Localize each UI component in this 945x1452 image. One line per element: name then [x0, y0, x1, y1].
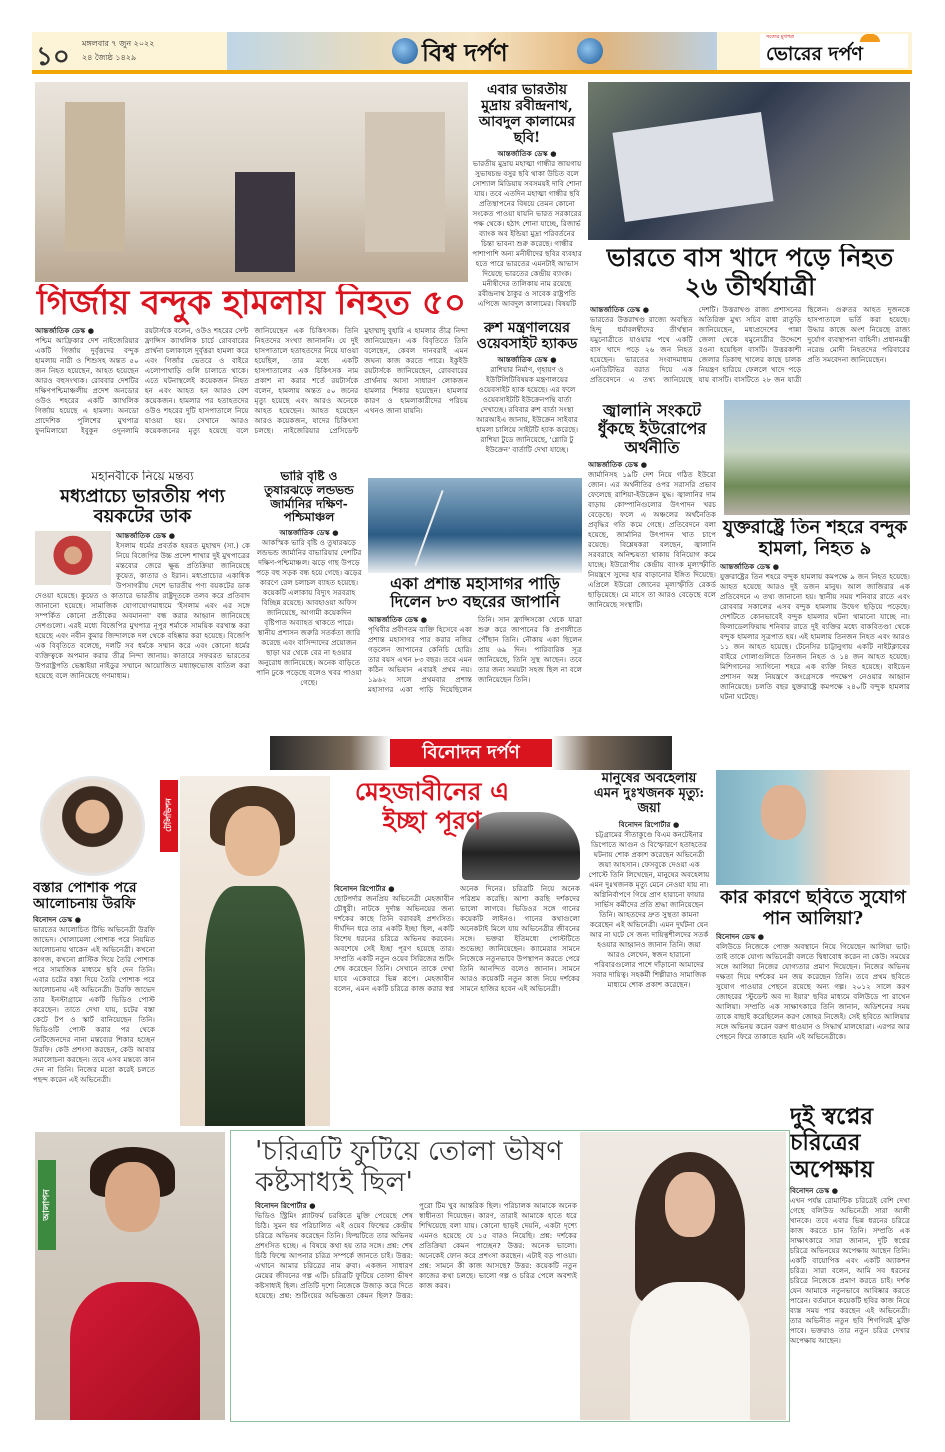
date-line-1: মঙ্গলবার ৭ জুন ২০২২	[82, 39, 155, 48]
boycott-body: আন্তর্জাতিক ডেস্ক ● ইসলাম ধর্মের প্রবর্তক হযরত মুহাম্মদ (সা.) কে নিয়ে বিজেপির উচ্চ প্রদেশ শাখার দুই মুখপাত্রের মন্তব্যের জেরে ক্ষুব্ধ প্রতিক্রিয়া জানিয়েছে কুয়েত, কাতার ও ইরান। মধ্যপ্রাচ্যের একাধিক উপসাগরীয় দেশে ভারতীয় পণ্য বয়কটের ডাক দেওয়া হয়েছে। কুয়েত ও কাতারে ভারতীয় রাষ্ট্রদূতকে তলব করে প্রতিবাদ জানানো হয়েছে। সামাজিক যোগাযোগমাধ্যমে 'ইসলাম এবং এর সঙ্গে সম্পর্কিত কোনো প্রতীকের অবমাননা' বন্ধ করার আহ্বান জানিয়েছে দেশগুলো। এরই মধ্যে বিজেপির মুখপাত্র নূপুর শর্মাকে সাময়িক বরখাস্ত করা হয়েছে এবং নবীন কুমার জিন্দালকে দল থেকে বহিষ্কার করা হয়েছে। বিজেপি এক বিবৃতিতে বলেছে, দলটি সব ধর্মকে সম্মান করে এবং কোনো ধর্মের ব্যক্তিত্বকে অপমান করার তীব্র নিন্দা জানায়। কাতারে সফররত ভারতের উপরাষ্ট্রপতি ভেঙ্কাইয়া নাইডুর সম্মানে আয়োজিত মধ্যাহ্নভোজ বাতিল করা হয়েছে বলে জানিয়েছে গণমাধ্যম।	[35, 531, 250, 681]
church-body: আন্তর্জাতিক ডেস্ক ● পশ্চিম আফ্রিকার দেশ নাইজেরিয়ার একটি গির্জায় দুর্বৃত্তদের বন্দুক হামলায় নারী ও শিশুসহ অন্তত ৫০ জন নিহত হয়েছেন, আহত হয়েছেন আরও বহুসংখ্যক। রোববার দেশটির দক্ষিণপশ্চিমাঞ্চলীয় প্রদেশ অনডোর ওউও শহরের একটি ক্যাথলিক গির্জায় হয়েছে এ হামলা। অনডো প্রাদেশিক পুলিশের মুখপাত্র ফুনমিলায়ো ইবুকুন ওদুনলামি রয়টার্সকে বলেন, ওউও শহরের সেন্ট ফ্রান্সিস ক্যাথলিক চার্চে রোববারের প্রার্থনা চলাকালে দুর্বৃত্তরা হামলা করে এবং গির্জার ভেতরে ও বাইরে এলোপাথাড়ি গুলি চালাতে থাকে। এতে ঘটনাস্থলেই কয়েকজন নিহত হন এবং আহত হন আরও বেশ কয়েকজন। হামলার পর হতাহতদের ওউও শহরের দুটি হাসপাতালে নিয়ে যাওয়া হয়। সেখানে আরও কয়েকজনের মৃত্যু হয়েছে বলে জানিয়েছেন এক চিকিৎসক। তিনি নিহতদের সংখ্যা জানাননি। যে দুই হাসপাতালে হতাহতদের নিয়ে যাওয়া হয়েছিল, তার মধ্যে একটি হাসপাতালের এক চিকিৎসক নাম প্রকাশ না করার শর্তে রয়টার্সকে বলেন, হামলায় অন্তত ৫০ জনের মৃত্যু হয়েছে এবং আরও অনেকে আহত হয়েছেন। আহত হয়েছেন আরও কয়েকজন, যাদের চিকিৎসা চলছে। নাইজেরিয়ার প্রেসিডেন্ট মুহাম্মাদু বুহারি এ হামলার তীব্র নিন্দা জানিয়েছেন। এক বিবৃতিতে তিনি বলেছেন, কেবল দানবরাই এমন জঘন্য কাজ করতে পারে। ইকুইউ রয়টার্সকে জানিয়েছেন, রোববারের প্রার্থনায় আসা সাধারণ লোকজন হামলার শিকার হয়েছেন। হামলার কারণ ও হামলাকারীদের পরিচয় এখনও জানা যায়নি।	[35, 326, 468, 436]
boycott-kicker: মহানবীকে নিয়ে মন্তব্য	[91, 470, 194, 483]
church-headline: গির্জায় বন্দুক হামলায় নিহত ৫০	[36, 284, 467, 323]
entertainment-banner	[270, 736, 672, 770]
bus-body: আন্তর্জাতিক ডেস্ক ● ভারতের উত্তরাখণ্ড রাজ্যে অবস্থিত হিন্দু ধর্মাবলম্বীদের তীর্থস্থান যমুনোত্রীতে যাওয়ার পথে একটি বাস খাদে পড়ে ২৬ জন নিহত হয়েছেন। ভারতের সংবাদমাধ্যম এনডিটিভির বরাত দিয়ে এক প্রতিবেদনে এ তথ্য জানিয়েছে দেশটি। উত্তরাখণ্ড রাজ্য প্রশাসনের অতিরিক্ত মুখ্য সচিব রাধা রাতুড়ি জানিয়েছেন, মধ্যপ্রদেশের পান্না জেলা থেকে যমুনোত্রীর উদ্দেশে রওনা হয়েছিল বাসটি। উত্তরকাশী জেলার ডিকাহু খালের কাছে চালক নিয়ন্ত্রণ হারিয়ে ফেললে খাদে পড়ে যায় বাসটি। বাসটিতে ২৮ জন যাত্রী ছিলেন। গুরুতর আহত দুজনকে হাসপাতালে ভর্তি করা হয়েছে। উদ্ধার কাজে অংশ নিয়েছে রাজ্য দুর্যোগ ব্যবস্থাপনা বাহিনী। প্রধানমন্ত্রী নরেন্দ্র মোদী নিহতদের পরিবারের প্রতি সমবেদনা জানিয়েছেন।	[590, 304, 910, 384]
interview-headline: 'চরিত্রটি ফুটিয়ে তোলা ভীষণ কষ্টসাধ্যই ছিল'	[255, 1136, 563, 1199]
energy-body: আন্তর্জাতিক ডেস্ক ● জার্মানিসহ ১৯টি দেশ নিয়ে গঠিত ইউরো জোন। এর অর্থনীতির ওপর সরাসরি প্রভাব ফেলেছে রাশিয়া-ইউক্রেন যুদ্ধ। জ্বালানির দাম বাড়ায় কোম্পানিগুলোর উৎপাদন খরচ বেড়েছে। ফলে এ অঞ্চলের অর্থনৈতিক প্রবৃদ্ধির গতি কমে গেছে। প্রতিবেদনে বলা হয়েছে, জার্মানির উৎপাদন খাত চাপে রয়েছে। বিশ্লেষকরা বলছেন, জ্বালানি সরবরাহে অনিশ্চয়তা থাকায় বিনিয়োগ কমে যাচ্ছে। ইউরোপীয় কেন্দ্রীয় ব্যাংক মূল্যস্ফীতি নিয়ন্ত্রণে সুদের হার বাড়ানোর ইঙ্গিত দিয়েছে। এপ্রিলে ইউরো জোনের মূল্যস্ফীতি রেকর্ড ছাড়িয়েছে। মে মাসে তা আরও বেড়েছে বলে জানিয়েছে সংস্থাটি।	[588, 460, 716, 610]
actress-red-saree-photo	[35, 1132, 225, 1420]
urfi-article	[33, 880, 155, 1128]
dreams-headline: দুই স্বপ্নের চরিত্রের অপেক্ষায়	[790, 1104, 874, 1183]
mehjabin-body: বিনোদন রিপোর্টার ● ছোটপর্দার জনপ্রিয় অভিনেত্রী মেহজাবীন চৌধুরী। নাটকে দুর্দান্ত অভিনয়ের জন্য দর্শকের কাছে তিনি বরাবরই প্রশংসিত। দীর্ঘদিন ধরে তার একটি ইচ্ছা ছিল, একটি বিশেষ ধরনের চরিত্রে অভিনয় করবেন। অবশেষে সেই ইচ্ছা পূরণ হয়েছে তার। সম্প্রতি একটি নতুন ওয়েব সিরিজের শুটিং শেষ করেছেন তিনি। সেখানে তাকে দেখা যাবে একেবারে ভিন্ন রূপে। মেহজাবীন বলেন, এমন একটি চরিত্রে কাজ করার স্বপ্ন অনেক দিনের। চরিত্রটি নিয়ে অনেক পরিশ্রম করেছি। আশা করছি দর্শকদের ভালো লাগবে। ভিডিওর সঙ্গে গানের কয়েকটি লাইনও। গানের কথাগুলো অনেকটাই মিলে যায় অভিনেত্রীর জীবনের সঙ্গে। ভক্তরা ইতিমধ্যে পোস্টটিতে শুভেচ্ছা জানিয়েছেন। ক্যামেরার সামনে নিজেকে নতুনভাবে উপস্থাপন করতে পেরে তিনি আনন্দিত বলেও জানান। সামনে আরও কয়েকটি নতুন কাজ নিয়ে দর্শকের সামনে হাজির হবেন এই অভিনেত্রী।	[334, 884, 580, 993]
sun-icon	[860, 34, 880, 42]
section-title: বিশ্ব দর্পণ	[422, 39, 508, 67]
interview-section-tab: আলাপন	[38, 1160, 56, 1250]
bus-headline: ভারতে বাস খাদে পড়ে নিহত ২৬ তীর্থযাত্রী	[606, 244, 894, 301]
interview-article	[255, 1136, 577, 1418]
joya-article	[588, 772, 710, 1098]
currency-article	[472, 82, 582, 318]
joya-body: বিনোদন রিপোর্টার ● চট্টগ্রামের সীতাকুণ্ডে বিএম কনটেইনার ডিপোতে আগুন ও বিস্ফোরণে হতাহতের ঘটনায় শোক প্রকাশ করেছেন অভিনেত্রী জয়া আহসান। ফেসবুকে দেওয়া এক পোস্টে তিনি লিখেছেন, মানুষের অবহেলায় এমন দুঃখজনক মৃত্যু মেনে নেওয়া যায় না। অগ্নিনির্বাপণে গিয়ে প্রাণ হারানো ফায়ার সার্ভিস কর্মীদের প্রতি শ্রদ্ধা জানিয়েছেন তিনি। আহতদের দ্রুত সুস্থতা কামনা করেছেন এই অভিনেত্রী। এমন দুর্ঘটনা যেন আর না ঘটে সে জন্য দায়িত্বশীলদের সতর্ক হওয়ার আহ্বানও জানান তিনি। জয়া আরও লেখেন, স্বজন হারানো পরিবারগুলোর পাশে দাঁড়ানো আমাদের সবার দায়িত্ব। সহকর্মী শিল্পীরাও সামাজিক মাধ্যমে শোক প্রকাশ করেছেন।	[588, 819, 710, 989]
germany-body: আন্তর্জাতিক ডেস্ক ● আকস্মিক ভারি বৃষ্টি ও তুষারঝড়ে লন্ডভন্ড জার্মানির বাভারিয়ার দেশটির দক্ষিণ-পশ্চিমাঞ্চল। ঝড়ে গাছ উপড়ে পড়ে বহু সড়ক বন্ধ হয়ে গেছে। ঝড়ের কারণে রেল চলাচল ব্যাহত হয়েছে। কয়েকটি এলাকায় বিদ্যুৎ সরবরাহ বিচ্ছিন্ন রয়েছে। আবহাওয়া অফিস জানিয়েছে, আগামী কয়েকদিন বৃষ্টিপাত অব্যাহত থাকতে পারে। স্থানীয় প্রশাসন জরুরি সতর্কতা জারি করেছে এবং বাসিন্দাদের প্রয়োজন ছাড়া ঘর থেকে বের না হওয়ার অনুরোধ জানিয়েছে। অনেক বাড়িতে পানি ঢুকে পড়েছে বলেও খবর পাওয়া গেছে।	[256, 528, 362, 688]
globe-icon	[392, 38, 418, 64]
spokesperson-photo	[35, 531, 111, 585]
alia-body: বিনোদন ডেস্ক ● বলিউডে নিজেকে পোক্ত অবস্থানে নিয়ে গিয়েছেন আলিয়া ভাট। তাই তাকে যোগ্য অভিনেত্রী বলতে দ্বিধাবোধ করেন না কেউ। সময়ের সঙ্গে আলিয়া নিজের যোগ্যতার প্রমাণ দিয়েছেন। নিজের অভিনয় দক্ষতা দিয়ে দর্শকের মন জয় করেছেন তিনি। তবে প্রথম ছবিতে সুযোগ পাওয়ার পেছনে রয়েছে অন্য গল্প। ২০১২ সালে করণ জোহরের 'স্টুডেন্ট অব দ্য ইয়ার' ছবির মাধ্যমে বলিউডে পা রাখেন আলিয়া। সম্প্রতি এক সাক্ষাৎকারে তিনি জানান, অডিশনের সময় তাকে বাছাই করেছিলেন করণ জোহর নিজেই। সেই ছবিতে আলিয়ার সঙ্গে অভিনয় করেন বরুণ ধাওয়ান ও সিদ্ধার্থ মালহোত্রা। এরপর আর পেছনে ফিরে তাকাতে হয়নি এই অভিনেত্রীকে।	[716, 932, 910, 1042]
usa-body: আন্তর্জাতিক ডেস্ক ● যুক্তরাষ্ট্রের তিন শহরে বন্দুক হামলায় কমপক্ষে ৯ জন নিহত হয়েছে। আহত হয়েছে আরও দুই ডজন মানুষ। আল জাজিরার এক প্রতিবেদনে এ তথ্য জানানো হয়। স্থানীয় সময় শনিবার রাতে এবং রোববার সকালের এসব বন্দুক হামলায় উদ্বেগ ছড়িয়ে পড়েছে। দেশটিতে কোনভাবেই বন্দুক হামলার ঘটনা থামানো যাচ্ছে না। ফিলাডেলফিয়ায় শনিবার রাতে দুই ব্যক্তির মধ্যে বাকবিতণ্ডা থেকে বন্দুক হামলার সূত্রপাত হয়। এই হামলায় তিনজন নিহত এবং আরও ১১ জন আহত হয়েছে। টেনেসির চাট্টানুগায় একটি নাইটক্লাবের বাইরে গোলাগুলিতে তিনজন নিহত ও ১৪ জন আহত হয়েছে। মিশিগানের স্যাগিনো শহরে এক ব্যক্তি নিহত হয়েছে। বাইডেন প্রশাসন অস্ত্র নিয়ন্ত্রণে কংগ্রেসকে পদক্ষেপ নেওয়ার আহ্বান জানিয়েছে। চলতি বছর যুক্তরাষ্ট্রে কমপক্ষে ২৪০টি বন্দুক হামলার ঘটনা ঘটেছে।	[720, 562, 910, 702]
urfi-photo	[40, 776, 145, 876]
mehjabin-photo	[180, 776, 330, 1126]
boycott-article	[35, 470, 250, 722]
entertainment-banner-title: বিনোদন দর্পণ	[390, 739, 552, 767]
dreams-article	[790, 1104, 910, 1420]
newspaper-logo: সত্যের মুখপত্র ভোরের দর্পণ	[760, 34, 908, 68]
germany-article	[255, 470, 363, 722]
alia-article	[716, 888, 910, 1098]
russia-headline: রুশ মন্ত্রণালয়ের ওয়েবসাইট হ্যাকড	[476, 320, 578, 353]
russia-article	[472, 320, 582, 470]
russia-body: আন্তর্জাতিক ডেস্ক ● রাশিয়ার নির্মাণ, গৃহায়ণ ও ইউটিলিটিবিষয়ক মন্ত্রণালয়ের ওয়েবসাইট হ্যাক হয়েছে। এর ফলে ওয়েবসাইটটি ইউক্রেনপন্থি বার্তা দেখাচ্ছে। রবিবার রুশ বার্তা সংস্থা আরআইএ জানায়, ইউক্রেন সাইবার হামলা চালিয়ে সাইটটি হ্যাক করেছে। রাশিয়া টুডে জানিয়েছে, 'গ্লোরি টু ইউক্রেন' বার্তাটি দেখা যাচ্ছে।	[475, 355, 579, 455]
usa-article	[720, 518, 910, 734]
date-line-2: ২৪ জ্যৈষ্ঠ ১৪২৯	[82, 53, 137, 62]
urfi-headline: বস্তার পোশাক পরে আলোচনায় উরফি	[33, 880, 137, 913]
energy-article	[588, 402, 716, 734]
church-photo	[35, 82, 468, 282]
page-number: ১০	[36, 42, 70, 72]
energy-headline: জ্বালানি সংকটে ধুঁকছে ইউরোপের অর্থনীতি	[597, 402, 707, 457]
alia-headline: কার কারণে ছবিতে সুযোগ পান আলিয়া?	[720, 888, 906, 929]
joya-headline: মানুষের অবহেলায় এমন দুঃখজনক মৃত্যু: জয়া	[593, 772, 705, 816]
boycott-headline: মধ্যপ্রাচ্যে ভারতীয় পণ্য বয়কটের ডাক	[60, 485, 225, 528]
currency-body: আন্তর্জাতিক ডেস্ক ● ভারতীয় মুদ্রায় মহাত্মা গান্ধীর জায়গায় সুভাষচন্দ্র বসুর ছবি থাকা উচিত বলে সোশ্যাল মিডিয়ায় সবসময়ই দাবি শোনা যায়। তবে এতদিন মহাত্মা গান্ধীর ছবি প্রতিস্থাপনের বিষয়ে তেমন কোনো সংকেত পাওয়া যায়নি ভারত সরকারের পক্ষ থেকে। হঠাৎ শোনা যাচ্ছে, রিজার্ভ ব্যাংক অব ইন্ডিয়া মুদ্রা পরিবর্তনের চিন্তা ভাবনা শুরু করেছে। গান্ধীর পাশাপাশি অন্য মনীষীদের ছবির ব্যবহার হতে পারে ভারতের এমনটাই আভাস দিয়েছে ভারতের কেন্দ্রীয় ব্যাংক। মনীষীদের তালিকায় নাম রয়েছে রবীন্দ্রনাথ ঠাকুর ও সাবেক রাষ্ট্রপতি এপিজে আবদুল কালামের। বিষয়টি	[472, 149, 582, 309]
germany-headline: ভারি বৃষ্টি ও তুষারঝড়ে লন্ডভন্ড জার্মানির দক্ষিণ-পশ্চিমাঞ্চল	[264, 470, 354, 525]
currency-headline: এবার ভারতীয় মুদ্রায় রবীন্দ্রনাথ, আবদুল কালামের ছবি!	[478, 82, 576, 147]
sailor-body: আন্তর্জাতিক ডেস্ক ● পৃথিবীর প্রবীণতম ব্যক্তি হিসেবে একা প্রশান্ত মহাসাগর পার করার নজির গড়লেন জাপানের কেনিচি হোরি। তার বয়স এখন ৮৩ বছর। তবে এমন কঠিন অভিযান এবারই প্রথম নয়। ১৯৬২ সালে প্রথমবার প্রশান্ত মহাসাগর একা পাড়ি দিয়েছিলেন তিনি। সান ফ্রান্সিসকো থেকে যাত্রা শুরু করে জাপানের কি প্রণালীতে পৌঁছান তিনি। নৌকায় একা ছিলেন প্রায় ৬৯ দিন। পারিবারিক সূত্র জানিয়েছে, তিনি সুস্থ আছেন। তবে তার জন্য সময়টা সহজ ছিল না বলে জানিয়েছেন তিনি।	[368, 614, 582, 694]
globe-icon	[577, 38, 603, 64]
sailor-photo	[368, 478, 582, 573]
sailor-headline: একা প্রশান্ত মহাসাগর পাড়ি দিলেন ৮৩ বছরের জাপানি	[390, 574, 560, 612]
sailor-article	[368, 478, 582, 722]
usa-headline: যুক্তরাষ্ট্রে তিন শহরে বন্দুক হামলা, নিহত ৯	[722, 518, 908, 559]
dreams-body: বিনোদন ডেস্ক ● এখন পর্যন্ত রোমান্টিক চরিত্রেই বেশি দেখা গেছে বলিউড অভিনেত্রী সারা আলী খানকে। তবে এবার ভিন্ন ধরনের চরিত্রে কাজ করতে চান তিনি। সম্প্রতি এক সাক্ষাৎকারে সারা জানান, দুটি স্বপ্নের চরিত্রে অভিনয়ের অপেক্ষায় আছেন তিনি। একটি বায়োপিক এবং একটি অ্যাকশন চরিত্র। সারা বলেন, আমি সব ধরনের চরিত্রে নিজেকে প্রমাণ করতে চাই। দর্শক যেন আমাকে নতুনভাবে আবিষ্কার করতে পারেন। বর্তমানে কয়েকটি ছবির কাজ নিয়ে ব্যস্ত সময় পার করছেন এই অভিনেত্রী। তার অভিনীত নতুন ছবি শিগগিরই মুক্তি পাবে। ভক্তরাও তার নতুন চরিত্র দেখার অপেক্ষায় আছেন।	[790, 1186, 910, 1346]
urfi-body: বিনোদন ডেস্ক ● ভারতের আলোচিত টিভি অভিনেত্রী উরফি জাভেদ। খোলামেলা পোশাক পরে নিয়মিত আলোচনায় থাকেন এই অভিনেত্রী। কখনো কাগজ, কখনো প্লাস্টিক দিয়ে তৈরি পোশাক পরে সামাজিক মাধ্যমে ছবি দেন তিনি। এবার চটের বস্তা দিয়ে তৈরি পোশাক পরে আলোচনায় এই অভিনেত্রী। উরফি জাভেদ তার ইনস্টাগ্রামে একটি ভিডিও পোস্ট করেছেন। তাতে দেখা যায়, চটের বস্তা কেটে টপ ও স্কার্ট বানিয়েছেন তিনি। ভিডিওটি পোস্ট করার পর থেকে নেটিজেনদের নানা মন্তব্যের শিকার হচ্ছেন উরফি। কেউ প্রশংসা করছেন, কেউ আবার সমালোচনা করছেন। তবে এসব মন্তব্যে কান দেন না তিনি। নিজের মতো করেই চলতে পছন্দ করেন এই অভিনেত্রী।	[33, 915, 155, 1085]
page-header	[32, 32, 912, 74]
memorial-photo	[724, 400, 910, 515]
mehjabin-headline: মেহজাবীনের এ ইচ্ছা পূরণ	[354, 777, 510, 835]
interview-body: বিনোদন রিপোর্টার ● ভিডিও স্ট্রিমিং প্ল্যাটফর্ম চরকিতে মুক্তি পেয়েছে শেষ চিঠি। সুমন ধর পরিচালিত এই ওয়েব ফিল্মের কেন্দ্রীয় চরিত্রে অভিনয় করেছেন তিনি। ফিল্মটিতে তার অভিনয় প্রশংসিত হচ্ছে। এ বিষয়ে কথা হয় তার সঙ্গে। প্রশ্ন: শেষ চিঠি ফিল্মে আপনার চরিত্র সম্পর্কে জানতে চাই। উত্তর: এখানে আমার চরিত্রের নাম রুবা। একজন সাধারণ মেয়ের জীবনের গল্প এটি। চরিত্রটি ফুটিয়ে তোলা ভীষণ কষ্টসাধ্যই ছিল। প্রতিটি দৃশ্যে নিজেকে উজাড় করে দিতে হয়েছে। প্রশ্ন: শুটিংয়ের অভিজ্ঞতা কেমন ছিল? উত্তর: পুরো টিম খুব আন্তরিক ছিল। পরিচালক আমাকে অনেক স্বাধীনতা দিয়েছেন। কারণ, তারাই আমাকে হাতে ধরে শিখিয়েছে বলা যায়। কোনো ছাড়ই দেয়নি, একটা দৃশ্যে এমনও হয়েছে যে ১৫ বারও নিয়েছি। প্রশ্ন: দর্শকের প্রতিক্রিয়া কেমন পাচ্ছেন? উত্তর: অনেক ভালো। অনেকেই ফোন করে প্রশংসা করছেন। এটাই বড় পাওয়া। প্রশ্ন: সামনে কী কাজ আসছে? উত্তর: কয়েকটি নতুন কাজের কথা চলছে। ভালো গল্প ও চরিত্র পেলে অবশ্যই কাজ করব।	[255, 1201, 577, 1301]
actress-white-dress-photo	[580, 1132, 786, 1420]
church-article	[35, 284, 468, 470]
bus-accident-photo	[588, 82, 910, 240]
tv-section-tab: টেলিভিশন	[160, 780, 178, 852]
bus-article	[590, 244, 910, 398]
alia-photo	[716, 770, 910, 885]
